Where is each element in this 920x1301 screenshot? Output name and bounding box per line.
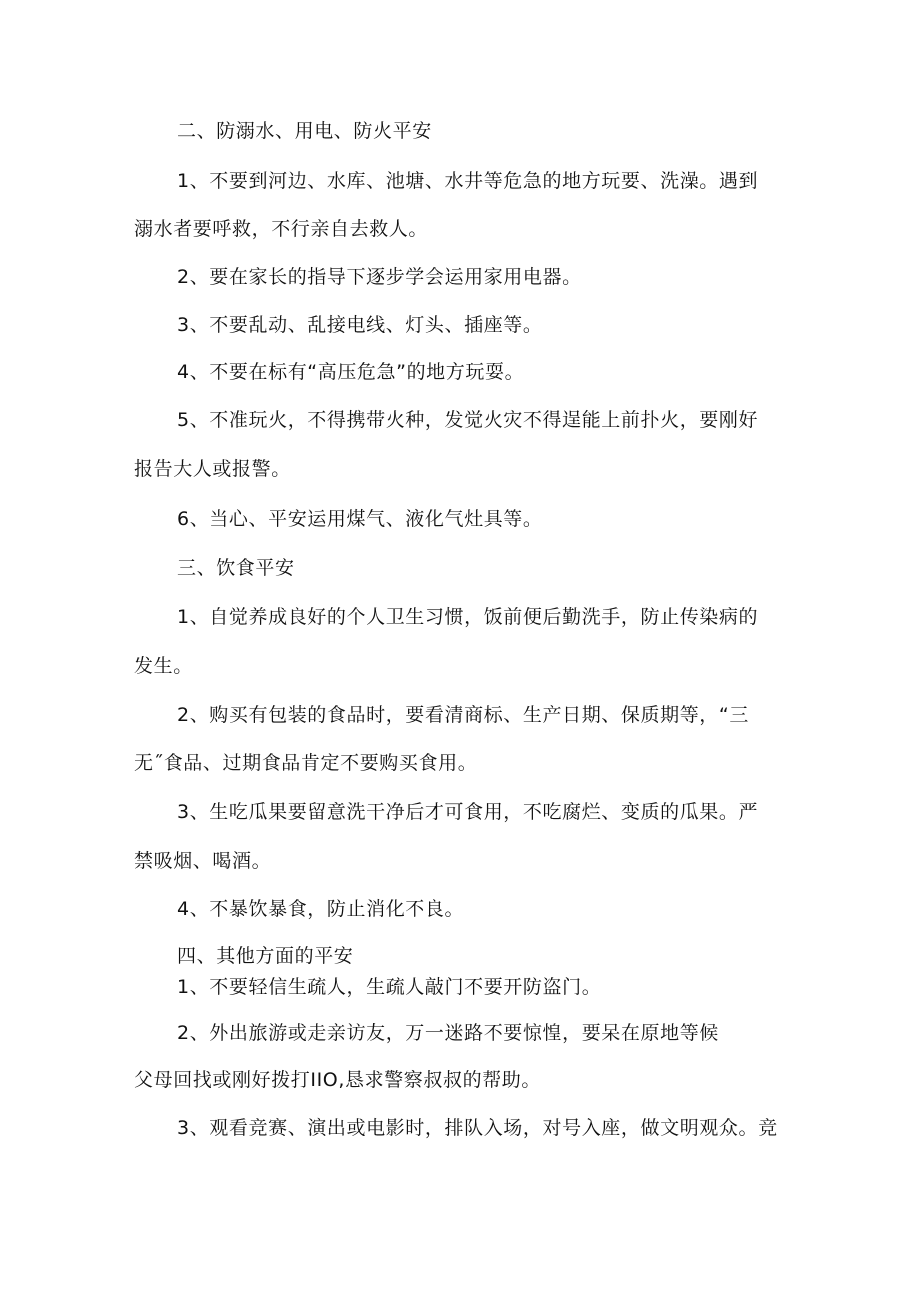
paragraph-line: 2、要在家长的指导下逐步学会运用家用电器。 [177,266,582,288]
paragraph-line: 1、不要到河边、水库、池塘、水井等危急的地方玩要、洗澡。遇到 [177,170,759,192]
paragraph-line: 发生。 [134,655,193,677]
section-heading: 二、防溺水、用电、防火平安 [177,120,432,142]
paragraph-line: 无˝食品、过期食品肯定不要购买食用。 [134,752,478,774]
paragraph-line: 4、不要在标有“高压危急”的地方玩耍。 [177,361,525,383]
section-heading: 三、饮食平安 [177,557,295,579]
paragraph-line: 1、自觉养成良好的个人卫生习惯，饭前便后勤洗手，防止传染病的 [177,606,759,628]
paragraph-line: 2、购买有包装的食品时，要看清商标、生产日期、保质期等，“三 [177,704,749,726]
paragraph-line: 5、不准玩火，不得携带火种，发觉火灾不得逞能上前扑火，要刚好 [177,409,759,431]
paragraph-line: 3、生吃瓜果要留意洗干净后才可食用，不吃腐烂、变质的瓜果。严 [177,801,759,823]
paragraph-line: 3、不要乱动、乱接电线、灯头、插座等。 [177,314,543,336]
paragraph-line: 1、不要轻信生疏人，生疏人敲门不要开防盗门。 [177,976,602,998]
paragraph-line: 父母回找或刚好拨打IIO,恳求警察叔叔的帮助。 [134,1069,542,1091]
paragraph-line: 报告大人或报警。 [134,458,291,480]
section-heading: 四、其他方面的平安 [177,945,354,967]
paragraph-line: 溺水者要呼救，不行亲自去救人。 [134,218,429,240]
paragraph-line: 禁吸烟、喝酒。 [134,850,272,872]
paragraph-line: 3、观看竞赛、演出或电影时，排队入场，对号入座，做文明观众。竞 [177,1117,778,1139]
paragraph-line: 6、当心、平安运用煤气、液化气灶具等。 [177,508,543,530]
paragraph-line: 2、外出旅游或走亲访友，万一迷路不要惊惶，要呆在原地等候 [177,1022,719,1044]
paragraph-line: 4、不暴饮暴食，防止消化不良。 [177,898,465,920]
